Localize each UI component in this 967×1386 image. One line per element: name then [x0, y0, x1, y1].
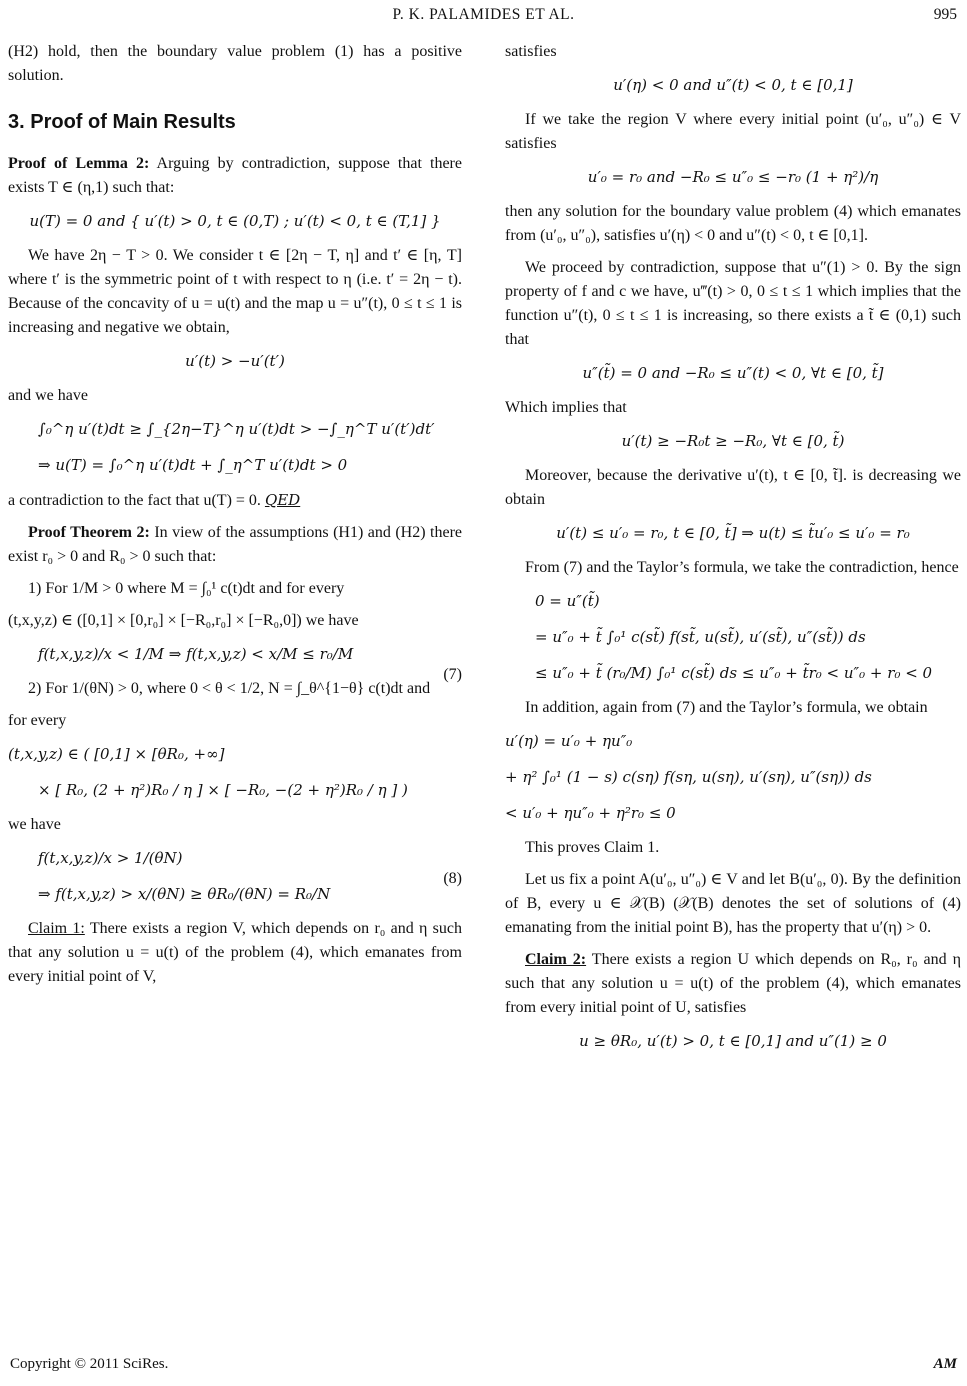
equation: u′(t) > −u′(t′)	[185, 352, 285, 370]
equation: u′₀ = r₀ and −R₀ ≤ u″₀ ≤ −r₀ (1 + η²)/η	[587, 168, 879, 186]
equation: = u″₀ + t̃ ∫₀¹ c(st̃) f(st̃, u(st̃), u′(st̃), u″(st̃)) ds	[535, 628, 866, 646]
paragraph: We proceed by contradiction, suppose that u″(1) > 0. By the sign property of f and c we have, u‴(t) > 0, 0 ≤ t ≤ 1 which implies that the function u″(t), 0 ≤ t ≤ 1 is increasing, so there exists a t̃ ∈ (0,1) such that	[505, 259, 961, 348]
list-item: 1) For 1/M > 0 where M = ∫₀¹ c(t)dt and for every	[28, 580, 345, 597]
page-header	[0, 6, 967, 34]
left-column	[8, 40, 462, 997]
equation: < u′₀ + ηu″₀ + η²r₀ ≤ 0	[505, 804, 676, 822]
equation: 0 = u″(t̃)	[535, 592, 600, 610]
contradiction-text: a contradiction to the fact that u(T) = 0.	[8, 492, 261, 509]
equation: u′(η) < 0 and u″(t) < 0, t ∈ [0,1]	[613, 76, 853, 94]
claim-text: There exists a region V, which depends on r₀ and η such that any solution u = u(t) of the problem (4), which emanates from every initial point of V,	[8, 920, 462, 985]
paragraph: then any solution for the boundary value problem (4) which emanates from (u′₀, u″₀), satisfies u′(η) < 0 and u″(t) < 0, t ∈ [0,1].	[505, 203, 961, 244]
paragraph: Which implies that	[505, 399, 627, 416]
equation: × [ R₀, (2 + η²)R₀ / η ] × [ −R₀, −(2 + η²)R₀ / η ] )	[38, 781, 408, 799]
paragraph: In addition, again from (7) and the Taylor’s formula, we obtain	[525, 699, 928, 716]
equation: ⇒ u(T) = ∫₀^η u′(t)dt + ∫_η^T u′(t)dt > 0	[38, 456, 348, 474]
paragraph: From (7) and the Taylor’s formula, we take the contradiction, hence	[525, 559, 959, 576]
equation-number: (8)	[443, 870, 462, 887]
lemma-text: Arguing by contradiction, suppose that there exists T ∈ (η,1) such that:	[8, 155, 462, 196]
equation: ∫₀^η u′(t)dt ≥ ∫_{2η−T}^η u′(t)dt > −∫_η^T u′(t′)dt′	[38, 420, 435, 438]
paragraph: This proves Claim 1.	[525, 839, 660, 856]
paragraph: We have 2η − T > 0. We consider t ∈ [2η − T, η] and t′ ∈ [η, T] where t′ is the symmetric point of t with respect to η (i.e. t′ = 2η − t). Because of the concavity of u = u(t) and the map u = u″(t), 0 ≤ t ≤ 1 is increasing and negative we obtain,	[8, 247, 462, 336]
equation-number: (7)	[443, 666, 462, 683]
claim-label: Claim 1:	[28, 920, 85, 937]
theorem-proof-paragraph	[8, 521, 462, 569]
copyright-notice: Copyright © 2011 SciRes.	[10, 1356, 169, 1372]
claim-paragraph	[8, 917, 462, 989]
claim-paragraph	[505, 948, 961, 1020]
running-title: P. K. PALAMIDES ET AL.	[392, 6, 575, 23]
equation: u′(t) ≤ u′₀ = r₀, t ∈ [0, t̃] ⇒ u(t) ≤ t̃u′₀ ≤ u′₀ = r₀	[556, 524, 910, 542]
paragraph: If we take the region V where every initial point (u′₀, u″₀) ∈ V satisfies	[505, 111, 961, 152]
equation: + η² ∫₀¹ (1 − s) c(sη) f(sη, u(sη), u′(sη), u″(sη)) ds	[505, 768, 872, 786]
qed-mark: QED	[264, 491, 301, 509]
lemma-label: Proof of Lemma 2:	[8, 155, 150, 172]
right-column	[505, 40, 961, 1064]
paragraph: we have	[8, 816, 61, 833]
claim-label: Claim 2:	[525, 951, 587, 968]
paragraph: (H2) hold, then the boundary value problem (1) has a positive solution.	[8, 43, 462, 84]
equation: f(t,x,y,z)/x < 1/M ⇒ f(t,x,y,z) < x/M ≤ r₀/M	[38, 645, 354, 663]
paragraph: Let us fix a point A(u′₀, u″₀) ∈ V and let B(u′₀, 0). By the definition of B, every u ∈ 𝒳(B) (𝒳(B) denotes the set of solutions of (4) emanating from the initial point B), has the property that u′(η) > 0.	[505, 871, 961, 936]
claim-text: There exists a region U which depends on R₀, r₀ and η such that any solution u = u(t) of the problem (4), which emanates from every initial point of U, satisfies	[505, 951, 962, 1016]
section-title: 3. Proof of Main Results	[8, 111, 236, 133]
equation: u′(η) = u′₀ + ηu″₀	[505, 732, 633, 750]
list-item-continuation: (t,x,y,z) ∈ ([0,1] × [0,r₀] × [−R₀,r₀] × [−R₀,0]) we have	[8, 612, 359, 629]
theorem-text: In view of the assumptions (H1) and (H2) there exist r₀ > 0 and R₀ > 0 such that:	[8, 524, 463, 565]
paragraph: and we have	[8, 387, 88, 404]
equation: (t,x,y,z) ∈ ( [0,1] × [θR₀, +∞]	[8, 745, 225, 763]
journal-abbrev: AM	[933, 1356, 957, 1372]
list-item-continuation: for every	[8, 712, 67, 729]
equation: ≤ u″₀ + t̃ (r₀/M) ∫₀¹ c(st̃) ds ≤ u″₀ + t̃r₀ < u″₀ + r₀ < 0	[535, 664, 933, 682]
equation-block-8	[8, 845, 462, 907]
equation: u(T) = 0 and { u′(t) > 0, t ∈ (0,T) ; u′(t) < 0, t ∈ (T,1] }	[29, 212, 441, 230]
paragraph	[8, 488, 462, 513]
paragraph: Moreover, because the derivative u′(t), t ∈ [0, t̃]. is decreasing we obtain	[505, 467, 961, 508]
lemma-proof-paragraph	[8, 152, 462, 200]
equation: u″(t̃) = 0 and −R₀ ≤ u″(t) < 0, ∀t ∈ [0, t̃]	[582, 364, 884, 382]
equation-block-7	[8, 641, 462, 683]
page-number: 995	[933, 6, 957, 23]
equation: f(t,x,y,z)/x > 1/(θN)	[38, 849, 183, 867]
equation: u ≥ θR₀, u′(t) > 0, t ∈ [0,1] and u″(1) ≥ 0	[579, 1032, 887, 1050]
equation: u′(t) ≥ −R₀t ≥ −R₀, ∀t ∈ [0, t̃)	[621, 432, 845, 450]
paragraph: satisfies	[505, 43, 557, 60]
list-item: 2) For 1/(θN) > 0, where 0 < θ < 1/2, N = ∫_θ^{1−θ} c(t)dt and	[28, 680, 431, 697]
theorem-label: Proof Theorem 2:	[28, 524, 150, 541]
page-footer	[0, 1356, 967, 1378]
equation: ⇒ f(t,x,y,z) > x/(θN) ≥ θR₀/(θN) = R₀/N	[38, 885, 331, 903]
